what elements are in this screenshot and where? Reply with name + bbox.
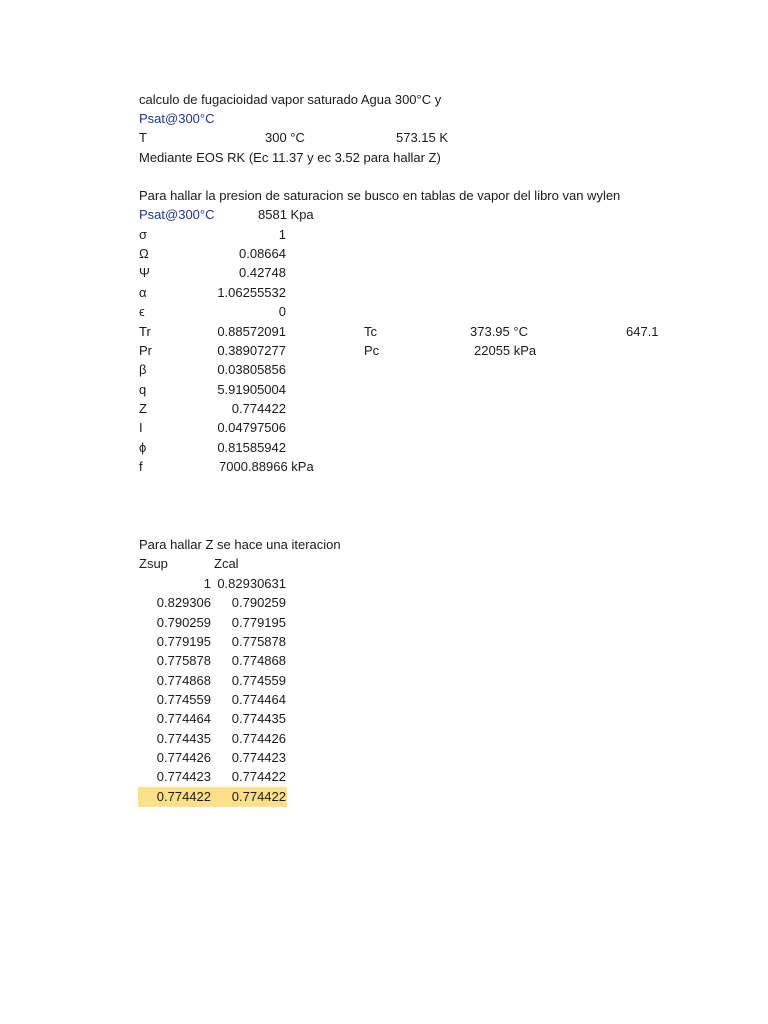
zcal-cell: 0.774423 <box>231 750 286 765</box>
temperature-kelvin: 573.15 K <box>396 130 449 145</box>
param-value: 0.04797506 <box>217 420 286 435</box>
tc-kelvin: 647.1 <box>626 324 659 339</box>
pc-value: 22055 kPa <box>474 343 537 358</box>
temperature-label: T <box>139 130 147 145</box>
zcal-cell: 0.774435 <box>231 711 286 726</box>
tc-label: Tc <box>364 324 377 339</box>
param-label: Ω <box>139 246 149 261</box>
method-note: Mediante EOS RK (Ec 11.37 y ec 3.52 para hallar Z) <box>139 150 441 165</box>
param-label: q <box>139 382 147 397</box>
pc-label: Pc <box>364 343 380 358</box>
zcal-cell: 0.774464 <box>231 692 286 707</box>
param-value: 7000.88966 kPa <box>219 459 314 474</box>
param-value: 0.81585942 <box>217 440 286 455</box>
zsup-cell: 0.774464 <box>156 711 211 726</box>
param-label: I <box>139 420 143 435</box>
param-value: 0.88572091 <box>217 324 286 339</box>
param-label: α <box>139 285 147 300</box>
zsup-cell-final: 0.774422 <box>156 789 211 804</box>
zcal-cell-final: 0.774422 <box>231 789 286 804</box>
param-label: f <box>139 459 143 474</box>
zsup-cell: 0.775878 <box>156 653 211 668</box>
zcal-cell: 0.82930631 <box>217 576 286 591</box>
zsup-cell: 0.774426 <box>156 750 211 765</box>
param-label: Z <box>139 401 147 416</box>
temperature-celsius: 300 °C <box>265 130 305 145</box>
zcal-cell: 0.775878 <box>231 634 286 649</box>
param-label: σ <box>139 227 148 242</box>
zsup-cell: 0.774868 <box>156 673 211 688</box>
param-label: Ψ <box>139 265 150 280</box>
zcal-cell: 0.774422 <box>231 769 286 784</box>
zsup-cell: 0.774559 <box>156 692 211 707</box>
param-label: ϕ <box>139 440 147 455</box>
psat-label: Psat@300°C <box>139 207 215 222</box>
param-value: 1 <box>278 227 286 242</box>
zcal-cell: 0.774868 <box>231 653 286 668</box>
source-note: Para hallar la presion de saturacion se busco en tablas de vapor del libro van wylen <box>139 188 621 203</box>
zsup-cell: 1 <box>203 576 211 591</box>
document-title: calculo de fugacioidad vapor saturado Agua 300°C y <box>139 92 442 107</box>
param-value: 0 <box>278 304 286 319</box>
param-label: β <box>139 362 147 377</box>
tc-celsius: 373.95 °C <box>470 324 528 339</box>
param-value: 0.774422 <box>231 401 286 416</box>
psat-label-header: Psat@300°C <box>139 111 215 126</box>
iteration-title: Para hallar Z se hace una iteracion <box>139 537 341 552</box>
zsup-cell: 0.774435 <box>156 731 211 746</box>
param-value: 0.38907277 <box>217 343 286 358</box>
zcal-cell: 0.774559 <box>231 673 286 688</box>
param-label: ϵ <box>139 304 145 319</box>
param-value: 0.42748 <box>239 265 286 280</box>
param-value: 5.91905004 <box>217 382 286 397</box>
zcal-cell: 0.779195 <box>231 615 286 630</box>
zsup-cell: 0.790259 <box>156 615 211 630</box>
param-value: 1.06255532 <box>217 285 286 300</box>
param-label: Tr <box>139 324 151 339</box>
zcal-cell: 0.774426 <box>231 731 286 746</box>
zcal-cell: 0.790259 <box>231 595 286 610</box>
param-label: Pr <box>139 343 152 358</box>
zsup-header: Zsup <box>139 556 168 571</box>
psat-value: 8581 Kpa <box>258 207 314 222</box>
param-value: 0.08664 <box>239 246 286 261</box>
zsup-cell: 0.779195 <box>156 634 211 649</box>
zsup-cell: 0.829306 <box>156 595 211 610</box>
zcal-header: Zcal <box>214 556 239 571</box>
param-value: 0.03805856 <box>217 362 286 377</box>
zsup-cell: 0.774423 <box>156 769 211 784</box>
